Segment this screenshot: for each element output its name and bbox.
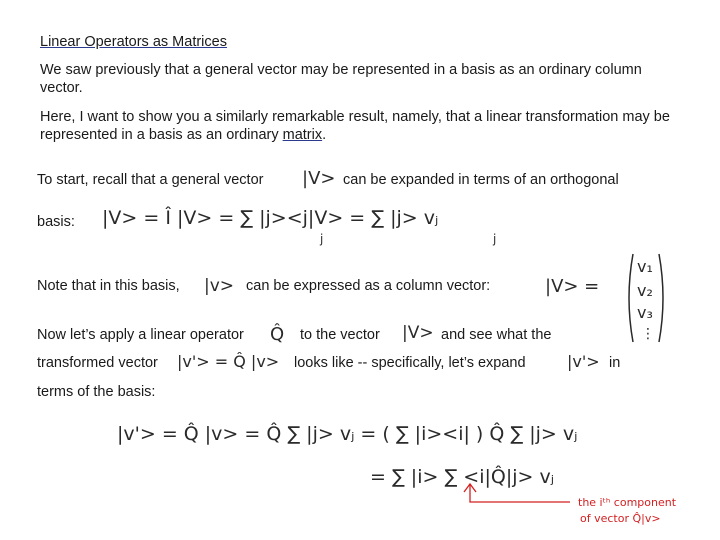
sum-index-j-2: j bbox=[493, 232, 497, 246]
equation-line-1: |v'> = Q̂ |v> = Q̂ ∑ |j> vⱼ = ( ∑ |i><i| ) Q̂ ∑ |j> vⱼ bbox=[117, 423, 578, 445]
op-q-text: Q̂ bbox=[270, 324, 285, 345]
text-trans-b: looks like -- specifically, let’s expand bbox=[294, 355, 526, 371]
annotation-line-2: of vector Q̂|v> bbox=[580, 512, 661, 525]
handwritten-column-vector bbox=[545, 250, 665, 350]
ket-v-apply-text: |V> bbox=[402, 323, 434, 343]
handwritten-ket-vprime bbox=[565, 346, 610, 374]
column-lhs-text: |V> = bbox=[545, 276, 600, 297]
matrix-link[interactable]: matrix bbox=[282, 127, 323, 143]
handwritten-transformed-def bbox=[175, 346, 290, 376]
paragraph-matrix-period: . bbox=[322, 127, 327, 143]
handwritten-ket-v bbox=[300, 162, 350, 192]
handwritten-expansion-equation bbox=[115, 410, 605, 490]
paragraph-column-vector: We saw previously that a general vector may be represented in a basis as an ordinary column vector. bbox=[40, 62, 642, 96]
ket-v-text: |V> bbox=[302, 168, 336, 189]
column-entry-2: v₂ bbox=[637, 281, 653, 300]
text-basis: basis: bbox=[37, 214, 75, 230]
component-annotation bbox=[460, 482, 700, 532]
paragraph-matrix bbox=[40, 108, 670, 144]
handwritten-op-q bbox=[268, 316, 298, 346]
trans-def-text: |v'> = Q̂ |v> bbox=[177, 352, 280, 371]
column-entry-dots: ⋮ bbox=[641, 326, 655, 342]
handwritten-ket-v-apply bbox=[400, 318, 440, 346]
text-trans-c: in bbox=[609, 355, 621, 371]
text-apply-c: and see what the bbox=[441, 327, 552, 343]
handwritten-ket-v-small bbox=[202, 270, 242, 298]
text-note-b: can be expressed as a column vector: bbox=[246, 278, 491, 294]
text-apply-a: Now let’s apply a linear operator bbox=[37, 327, 244, 343]
equation-line-2: = ∑ |i> ∑ <i|Q̂|j> vⱼ bbox=[370, 466, 555, 488]
text-start-b: can be expanded in terms of an orthogonal bbox=[343, 172, 619, 188]
text-trans-a: transformed vector bbox=[37, 355, 158, 371]
text-note-a: Note that in this basis, bbox=[37, 278, 180, 294]
annotation-arrow-line bbox=[470, 484, 570, 502]
text-start-a: To start, recall that a general vector bbox=[37, 172, 264, 188]
text-apply-b: to the vector bbox=[300, 327, 380, 343]
column-entry-1: v₁ bbox=[637, 257, 653, 276]
column-entry-3: v₃ bbox=[637, 303, 653, 322]
text-terms: terms of the basis: bbox=[37, 384, 156, 400]
slide-title: Linear Operators as Matrices bbox=[40, 34, 227, 50]
basis-expansion-text: |V> = Î |V> = ∑ |j><j|V> = ∑ |j> vⱼ bbox=[102, 207, 439, 229]
ket-v-small-text: |v> bbox=[204, 276, 235, 296]
handwritten-basis-expansion bbox=[100, 196, 570, 246]
left-paren-icon bbox=[629, 254, 633, 342]
ket-vprime-text: |v'> bbox=[567, 352, 600, 371]
annotation-line-1: the iᵗʰ component bbox=[578, 496, 677, 509]
right-paren-icon bbox=[659, 254, 663, 342]
sum-index-j-1: j bbox=[320, 232, 324, 246]
paragraph-matrix-text: Here, I want to show you a similarly remarkable result, namely, that a linear transformation may be represented in a basis as an ordinary bbox=[40, 109, 670, 143]
